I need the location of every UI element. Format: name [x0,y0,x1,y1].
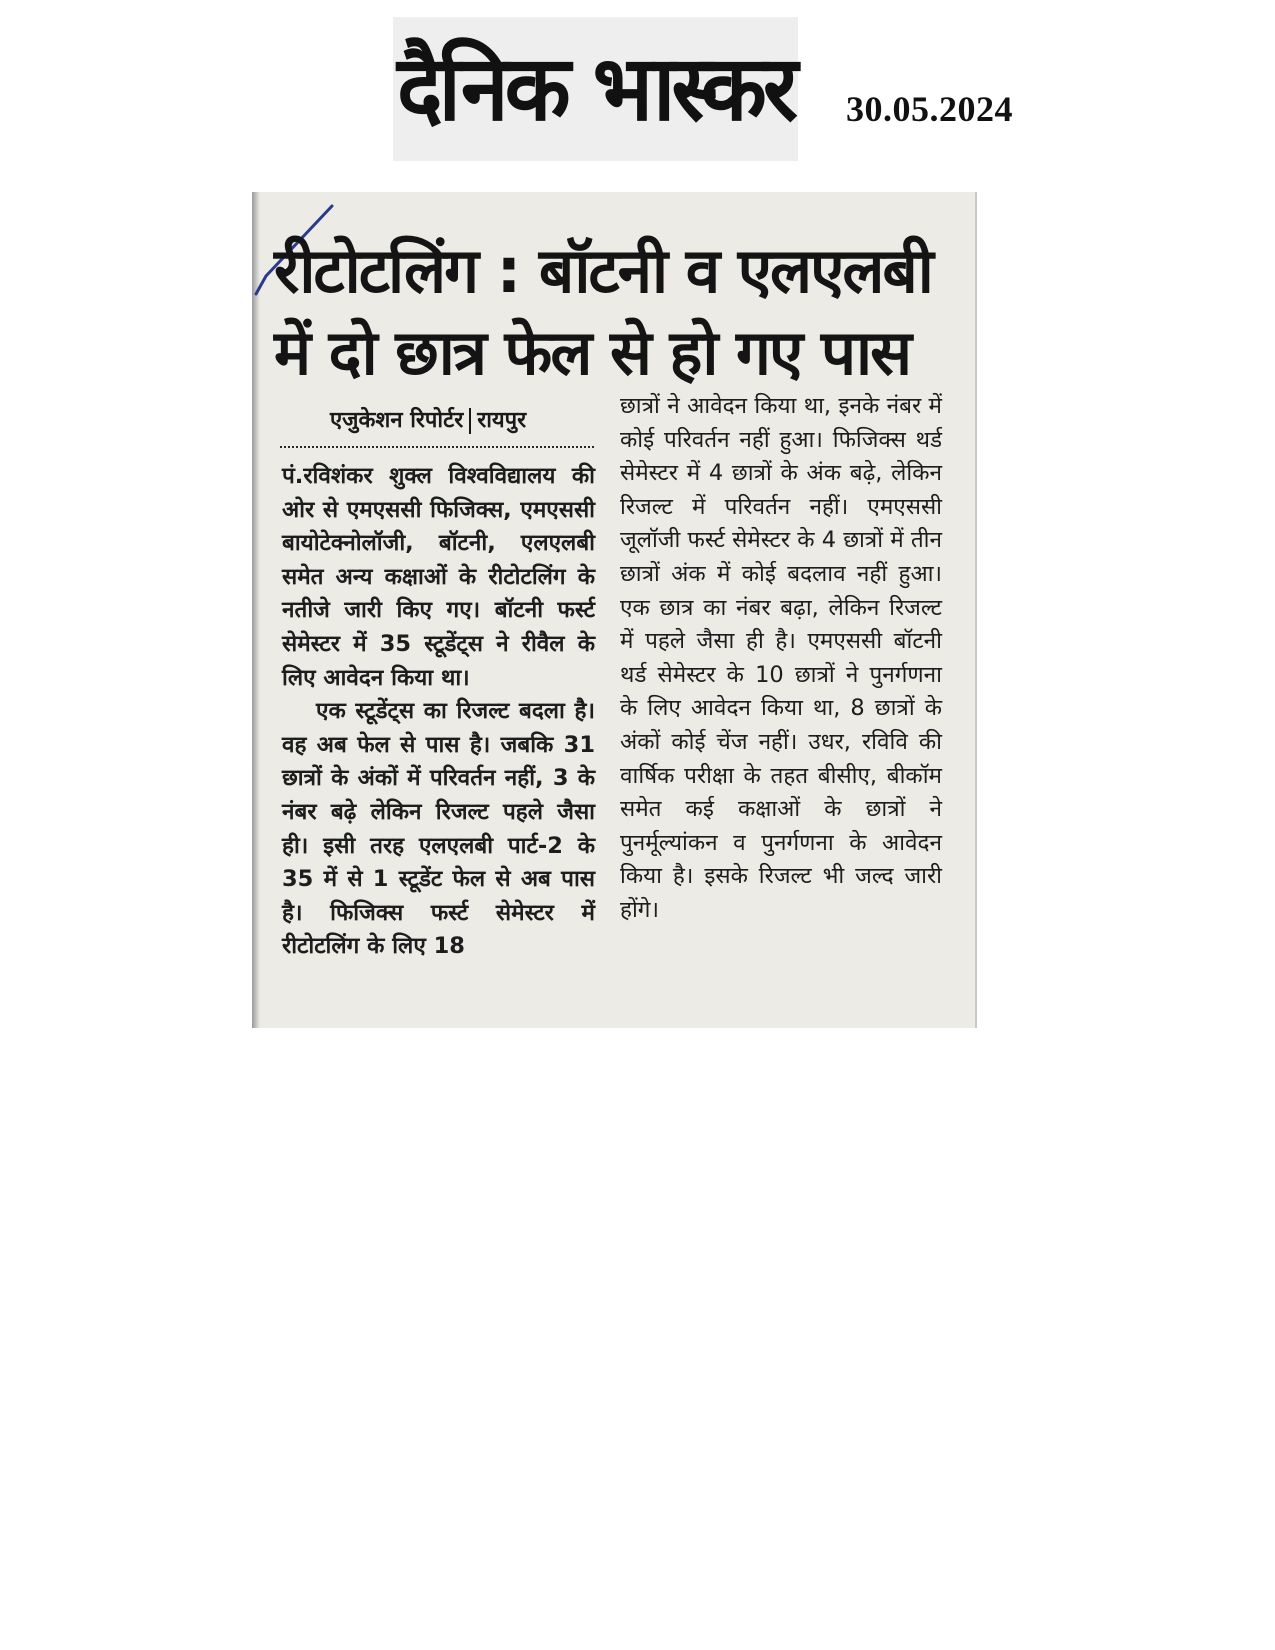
news-clipping [252,192,977,1028]
article-byline [330,404,526,434]
publication-date: 30.05.2024 [846,89,1013,129]
article-paragraph: एक स्टूडेंट्स का रिजल्ट बदला है। वह अब फेल से पास है। जबकि 31 छात्रों के अंकों में परिवर्तन नहीं, 3 के नंबर बढ़े लेकिन रिजल्ट पहले जैसा ही। इसी तरह एलएलबी पार्ट-2 के 35 में से 1 स्टूडेंट फेल से अब पास है। फिजिक्स फर्स्ट सेमेस्टर में रीटोटलिंग के लिए 18 [282,698,595,960]
byline-city: रायपुर [477,408,527,433]
masthead-title: दैनिक भास्कर [396,36,795,142]
article-paragraph: पं.रविशंकर शुक्ल विश्वविद्यालय की ओर से एमएससी फिजिक्स, एमएससी बायोटेक्नोलॉजी, बॉटनी, एलएलबी समेत अन्य कक्षाओं के रीटोटलिंग के नतीजे जारी किए गए। बॉटनी फर्स्ट सेमेस्टर में 35 स्टूडेंट्स ने रीवैल के लिए आवेदन किया था। [282,463,595,691]
newspaper-masthead-logo [393,17,798,161]
article-column-left [282,460,595,964]
byline-separator [469,408,471,434]
byline-divider [280,446,594,448]
clipping-shadow-edge [252,192,260,1028]
article-paragraph: छात्रों ने आवेदन किया था, इनके नंबर में कोई परिवर्तन नहीं हुआ। फिजिक्स थर्ड सेमेस्टर में 4 छात्रों के अंक बढ़े, लेकिन रिजल्ट में परिवर्तन नहीं। एमएससी जूलॉजी फर्स्ट सेमेस्टर के 4 छात्रों में तीन छात्रों अंक में कोई बदलाव नहीं हुआ। एक छात्र का नंबर बढ़ा, लेकिन रिजल्ट में पहले जैसा ही है। एमएससी बॉटनी थर्ड सेमेस्टर के 10 छात्रों ने पुनर्गणना के लिए आवेदन किया था, 8 छात्रों के अंकों कोई चेंज नहीं। उधर, रविवि की वार्षिक परीक्षा के तहत बीसीए, बीकॉम समेत कई कक्षाओं के छात्रों ने पुनर्मूल्यांकन व पुनर्गणना के आवेदन किया है। इसके रिजल्ट भी जल्द जारी होंगे। [620,393,942,923]
article-column-right [620,390,942,928]
article-headline: रीटोटलिंग : बॉटनी व एलएलबी में दो छात्र फेल से हो गए पास [274,234,932,389]
byline-reporter: एजुकेशन रिपोर्टर [330,408,464,433]
